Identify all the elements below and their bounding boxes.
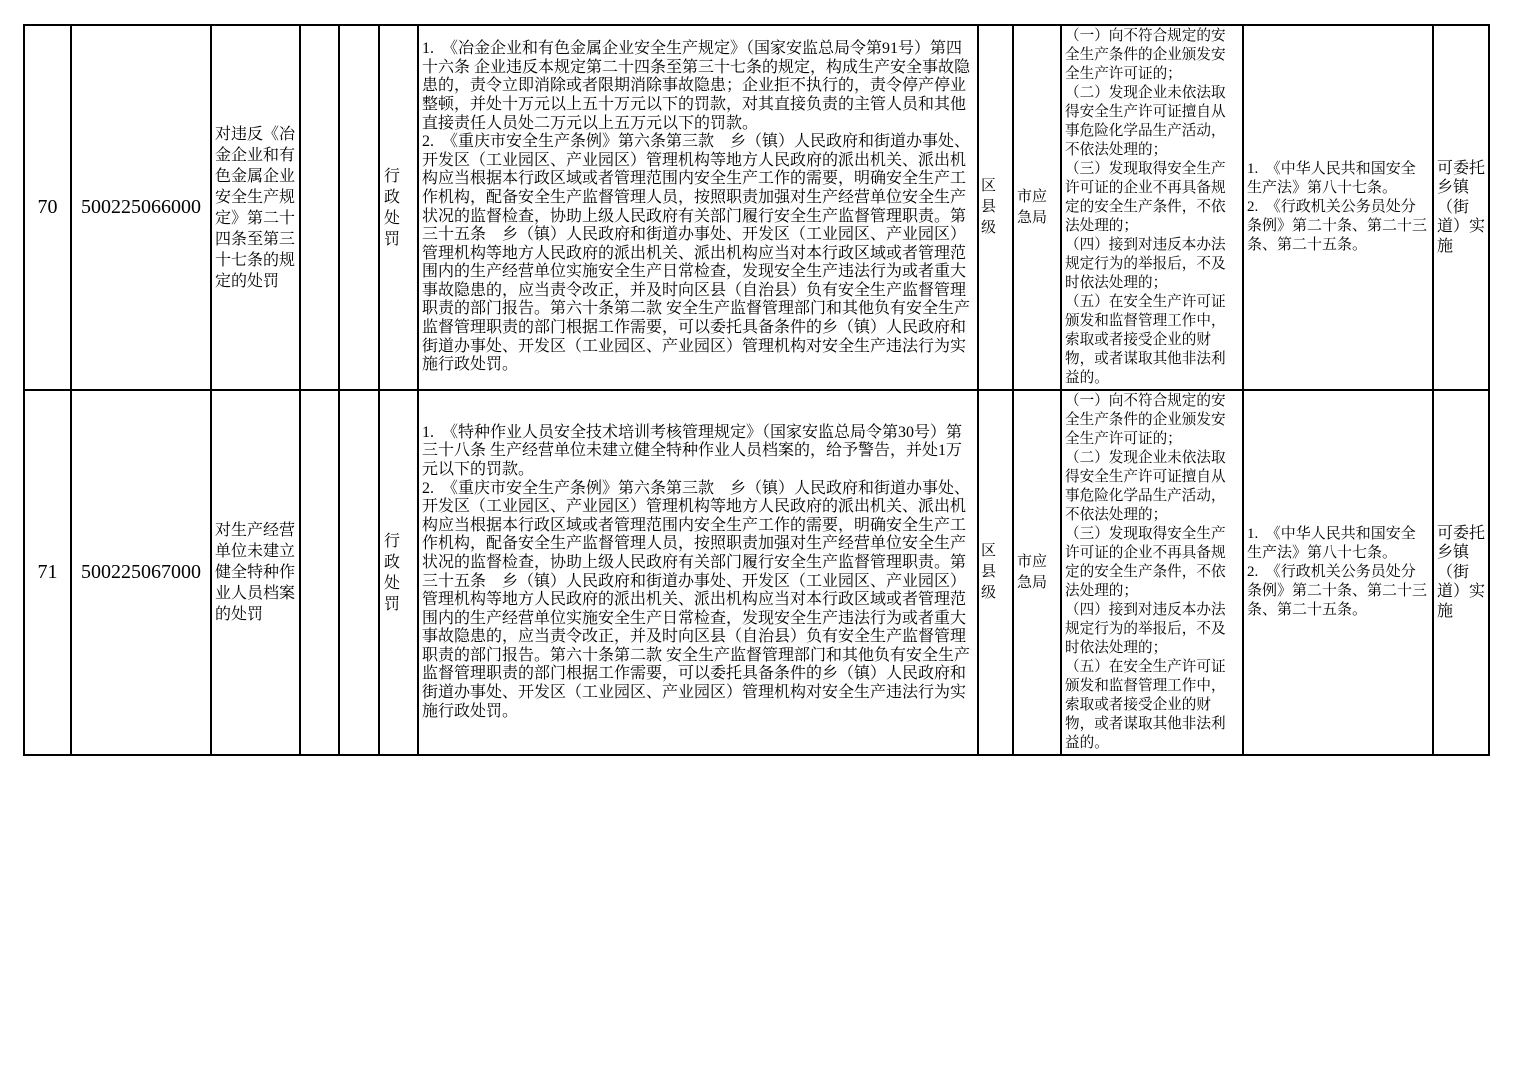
implementation-level: 区县级 — [978, 25, 1013, 390]
accountability-basis — [1243, 390, 1433, 755]
department: 市应急局 — [1013, 390, 1061, 755]
empty-cell — [339, 25, 379, 390]
table-row — [24, 390, 1489, 755]
supervision-list — [1061, 25, 1243, 390]
accountability-paragraph: 1. 《中华人民共和国安全生产法》第八十七条。 — [1247, 161, 1416, 196]
supervision-item: （二）发现企业未依法取得安全生产许可证擅自从事危险化学品生产活动，不依法处理的； — [1065, 85, 1226, 158]
accountability-paragraph: 2. 《行政机关公务员处分条例》第二十条、第二十三条、第二十五条。 — [1247, 199, 1428, 253]
basis-paragraph: 1. 《特种作业人员安全技术培训考核管理规定》（国家安监总局令第30号）第三十八条 生产经营单位未建立健全特种作业人员档案的，给予警告，并处1万元以下的罚款。 — [422, 423, 963, 478]
supervision-item: （五）在安全生产许可证颁发和监督管理工作中，索取或者接受企业的财物，或者谋取其他非法利益的。 — [1065, 659, 1226, 751]
penalty-items-table — [23, 24, 1490, 756]
basis-paragraph: 1. 《冶金企业和有色金属企业安全生产规定》（国家安监总局令第91号）第四十六条 企业违反本规定第二十四条至第三十七条的规定，构成生产安全事故隐患的，责令立即消除或者限期消除事故隐患；企业拒不执行的，责令停产停业整顿，并处十万元以上五十万元以下的罚款，对其直接负责的主管人员和其他直接责任人员处二万元以上五万元以下的罚款。 — [422, 40, 971, 132]
accountability-basis — [1243, 25, 1433, 390]
supervision-item: （三）发现取得安全生产许可证的企业不再具备规定的安全生产条件，不依法处理的； — [1065, 526, 1226, 599]
supervision-item: （一）向不符合规定的安全生产条件的企业颁发安全生产许可证的； — [1065, 393, 1226, 447]
supervision-list — [1061, 390, 1243, 755]
row-seq: 71 — [24, 390, 71, 755]
empty-cell — [339, 390, 379, 755]
empty-cell — [300, 390, 339, 755]
department: 市应急局 — [1013, 25, 1061, 390]
supervision-item: （一）向不符合规定的安全生产条件的企业颁发安全生产许可证的； — [1065, 28, 1226, 82]
supervision-item: （二）发现企业未依法取得安全生产许可证擅自从事危险化学品生产活动，不依法处理的； — [1065, 450, 1226, 523]
implementation-level: 区县级 — [978, 390, 1013, 755]
supervision-item: （五）在安全生产许可证颁发和监督管理工作中，索取或者接受企业的财物，或者谋取其他非法利益的。 — [1065, 294, 1226, 386]
accountability-paragraph: 1. 《中华人民共和国安全生产法》第八十七条。 — [1247, 526, 1416, 561]
legal-basis — [418, 390, 978, 755]
supervision-item: （三）发现取得安全生产许可证的企业不再具备规定的安全生产条件，不依法处理的； — [1065, 161, 1226, 234]
row-code: 500225067000 — [71, 390, 211, 755]
penalty-category: 行政处罚 — [379, 25, 418, 390]
delegation-remark: 可委托乡镇（街道）实施 — [1433, 390, 1489, 755]
basis-paragraph: 2. 《重庆市安全生产条例》第六条第三款 乡（镇）人民政府和街道办事处、开发区（工业园区、产业园区）管理机构等地方人民政府的派出机关、派出机构应当根据本行政区域或者管理范围内安全生产工作的需要，明确安全生产工作机构，配备安全生产监督管理人员，按照职责加强对生产经营单位安全生产状况的监督检查，协助上级人民政府有关部门履行安全生产监督管理职责。第三十五条 乡（镇）人民政府和街道办事处、开发区（工业园区、产业园区）管理机构等地方人民政府的派出机关、派出机构应当对本行政区域或者管理范围内的生产经营单位实施安全生产日常检查，发现安全生产违法行为或者重大事故隐患的，应当责令改正，并及时向区县（自治县）负有安全生产监督管理职责的部门报告。第六十条第二款 安全生产监督管理部门和其他负有安全生产监督管理职责的部门根据工作需要，可以委托具备条件的乡（镇）人民政府和街道办事处、开发区（工业园区、产业园区）管理机构对安全生产违法行为实施行政处罚。 — [422, 133, 971, 374]
basis-paragraph: 2. 《重庆市安全生产条例》第六条第三款 乡（镇）人民政府和街道办事处、开发区（工业园区、产业园区）管理机构等地方人民政府的派出机关、派出机构应当根据本行政区域或者管理范围内安全生产工作的需要，明确安全生产工作机构，配备安全生产监督管理人员，按照职责加强对生产经营单位安全生产状况的监督检查，协助上级人民政府有关部门履行安全生产监督管理职责。第三十五条 乡（镇）人民政府和街道办事处、开发区（工业园区、产业园区）管理机构等地方人民政府的派出机关、派出机构应当对本行政区域或者管理范围内的生产经营单位实施安全生产日常检查，发现安全生产违法行为或者重大事故隐患的，应当责令改正，并及时向区县（自治县）负有安全生产监督管理职责的部门报告。第六十条第二款 安全生产监督管理部门和其他负有安全生产监督管理职责的部门根据工作需要，可以委托具备条件的乡（镇）人民政府和街道办事处、开发区（工业园区、产业园区）管理机构对安全生产违法行为实施行政处罚。 — [422, 479, 971, 720]
item-name: 对违反《冶金企业和有色金属企业安全生产规定》第二十四条至第三十七条的规定的处罚 — [211, 25, 300, 390]
row-seq: 70 — [24, 25, 71, 390]
legal-basis — [418, 25, 978, 390]
row-code: 500225066000 — [71, 25, 211, 390]
empty-cell — [300, 25, 339, 390]
penalty-category: 行政处罚 — [379, 390, 418, 755]
supervision-item: （四）接到对违反本办法规定行为的举报后，不及时依法处理的； — [1065, 237, 1226, 291]
table-row — [24, 25, 1489, 390]
supervision-item: （四）接到对违反本办法规定行为的举报后，不及时依法处理的； — [1065, 602, 1226, 656]
item-name: 对生产经营单位未建立健全特种作业人员档案的处罚 — [211, 390, 300, 755]
accountability-paragraph: 2. 《行政机关公务员处分条例》第二十条、第二十三条、第二十五条。 — [1247, 564, 1428, 618]
delegation-remark: 可委托乡镇（街道）实施 — [1433, 25, 1489, 390]
